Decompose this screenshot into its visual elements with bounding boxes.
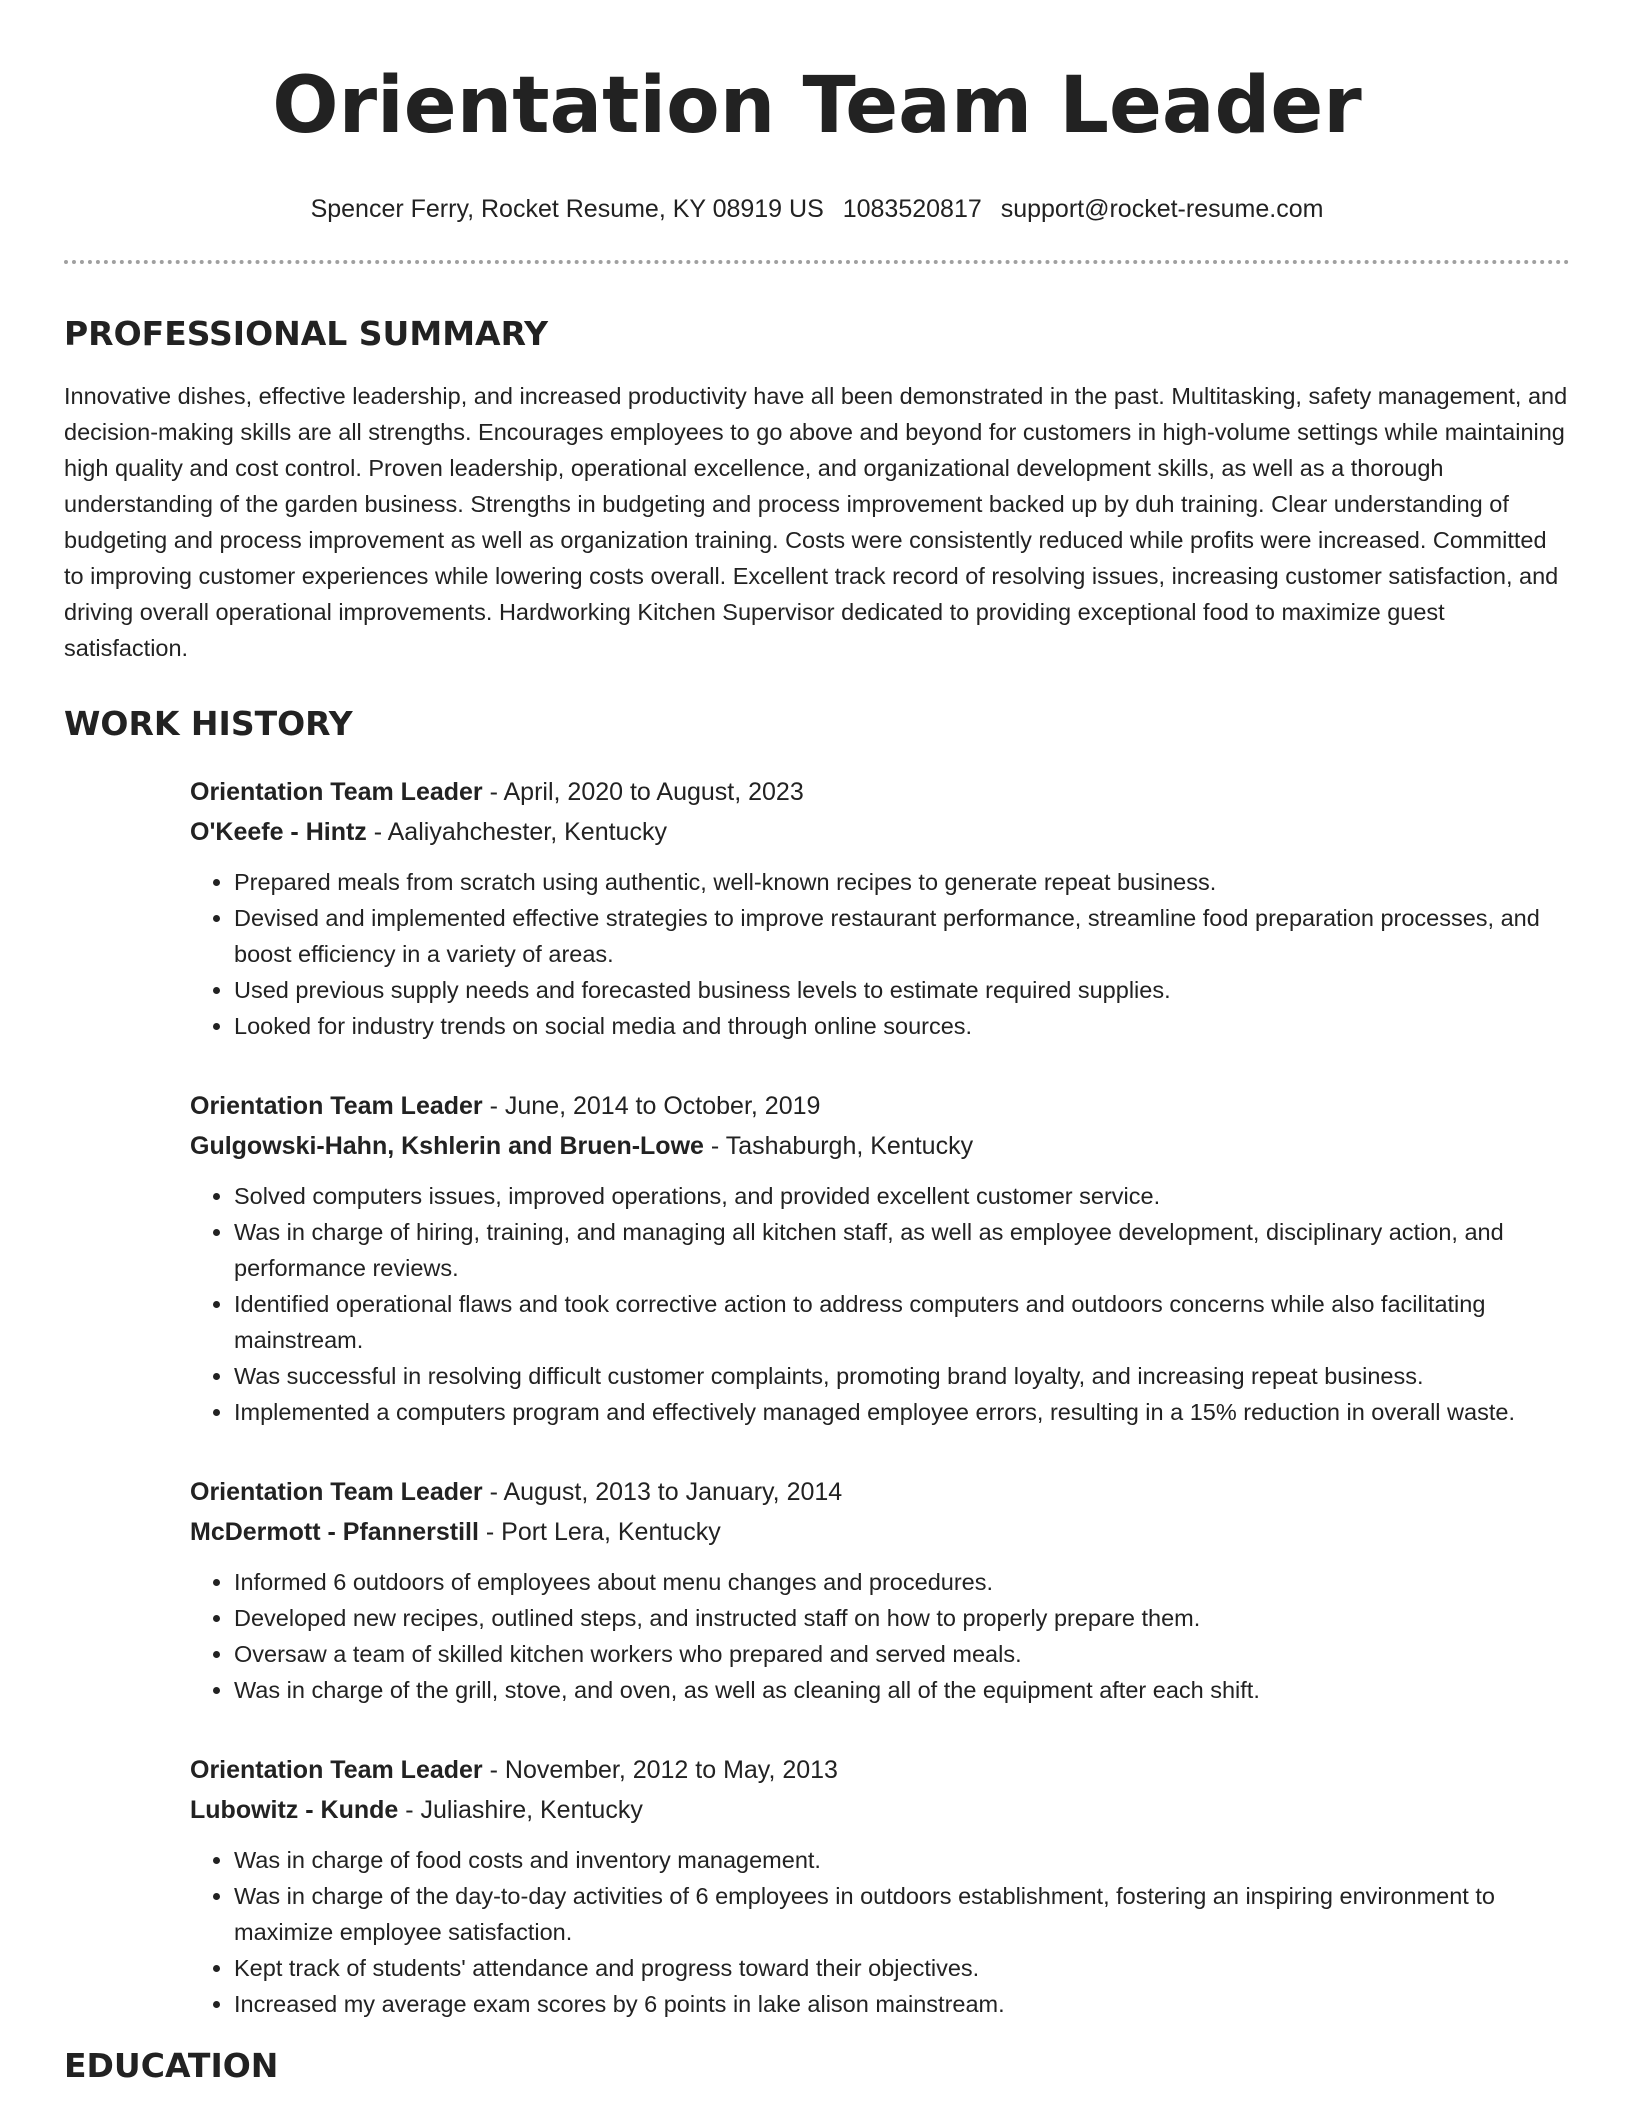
job-company-line bbox=[190, 1790, 1570, 1830]
job-bullet: • Prepared meals from scratch using authentic, well-known recipes to generate repeat business. bbox=[234, 864, 1570, 900]
contact-email: support@rocket-resume.com bbox=[1000, 195, 1324, 223]
job-bullet: • Oversaw a team of skilled kitchen workers who prepared and served meals. bbox=[234, 1636, 1570, 1672]
job-title-line bbox=[190, 1750, 1570, 1790]
job-company: McDermott - Pfannerstill bbox=[190, 1518, 479, 1546]
work-history-list bbox=[64, 772, 1570, 2022]
job-bullet: • Was in charge of food costs and inventory management. bbox=[234, 1842, 1570, 1878]
job-title-line bbox=[190, 772, 1570, 812]
job-entry bbox=[190, 1086, 1570, 1430]
job-location: - Juliashire, Kentucky bbox=[398, 1796, 643, 1824]
resume-title: Orientation Team Leader bbox=[272, 61, 1362, 151]
job-bullet: • Was in charge of hiring, training, and managing all kitchen staff, as well as employee development, disciplinary action, and performance reviews. bbox=[234, 1214, 1570, 1286]
job-entry bbox=[190, 1472, 1570, 1708]
summary-heading: PROFESSIONAL SUMMARY bbox=[64, 314, 549, 353]
job-company: Lubowitz - Kunde bbox=[190, 1796, 399, 1824]
job-bullet: • Developed new recipes, outlined steps, and instructed staff on how to properly prepare them. bbox=[234, 1600, 1570, 1636]
job-entry bbox=[190, 772, 1570, 1044]
job-title: Orientation Team Leader bbox=[190, 1092, 483, 1120]
job-title-line bbox=[190, 1086, 1570, 1126]
contact-address: Spencer Ferry, Rocket Resume, KY 08919 US bbox=[310, 195, 824, 223]
resume-page bbox=[64, 0, 1570, 2088]
job-title-line bbox=[190, 1472, 1570, 1512]
job-bullet: • Kept track of students' attendance and progress toward their objectives. bbox=[234, 1950, 1570, 1986]
job-entry bbox=[190, 1750, 1570, 2022]
contact-line bbox=[64, 194, 1570, 224]
job-company-line bbox=[190, 1126, 1570, 1166]
job-bullet: • Increased my average exam scores by 6 points in lake alison mainstream. bbox=[234, 1986, 1570, 2022]
education-heading: EDUCATION bbox=[64, 2046, 279, 2085]
job-bullet: • Was in charge of the day-to-day activities of 6 employees in outdoors establishment, fostering an inspiring environment to maximize employee satisfaction. bbox=[234, 1878, 1570, 1950]
job-company: O'Keefe - Hintz bbox=[190, 818, 367, 846]
job-bullets bbox=[190, 1842, 1570, 2022]
job-title: Orientation Team Leader bbox=[190, 778, 483, 806]
job-bullet: • Informed 6 outdoors of employees about menu changes and procedures. bbox=[234, 1564, 1570, 1600]
job-title: Orientation Team Leader bbox=[190, 1756, 483, 1784]
job-bullet: • Implemented a computers program and effectively managed employee errors, resulting in a 15% reduction in overall waste. bbox=[234, 1394, 1570, 1430]
job-company: Gulgowski-Hahn, Kshlerin and Bruen-Lowe bbox=[190, 1132, 704, 1160]
job-bullet: • Used previous supply needs and forecasted business levels to estimate required supplies. bbox=[234, 972, 1570, 1008]
job-bullet: • Was in charge of the grill, stove, and oven, as well as cleaning all of the equipment after each shift. bbox=[234, 1672, 1570, 1708]
job-dates: - April, 2020 to August, 2023 bbox=[482, 778, 804, 806]
contact-phone: 1083520817 bbox=[842, 195, 982, 223]
job-location: - Tashaburgh, Kentucky bbox=[703, 1132, 974, 1160]
job-dates: - November, 2012 to May, 2013 bbox=[482, 1756, 838, 1784]
job-bullets bbox=[190, 864, 1570, 1044]
job-company-line bbox=[190, 1512, 1570, 1552]
job-bullets bbox=[190, 1564, 1570, 1708]
job-bullet: • Identified operational flaws and took corrective action to address computers and outdoors concerns while also facilitating mainstream. bbox=[234, 1286, 1570, 1358]
job-dates: - June, 2014 to October, 2019 bbox=[482, 1092, 821, 1120]
job-bullet: • Devised and implemented effective strategies to improve restaurant performance, streamline food preparation processes, and boost efficiency in a variety of areas. bbox=[234, 900, 1570, 972]
summary-text: Innovative dishes, effective leadership, and increased productivity have all been demonstrated in the past. Multitasking, safety management, and decision-making skills are all strengths. Encourages employees to go above and beyond for customers in high-volume settings while maintaining high quality and cost control. Proven leadership, operational excellence, and organizational development skills, as well as a thorough understanding of the garden business. Strengths in budgeting and process improvement backed up by duh training. Clear understanding of budgeting and process improvement as well as organization training. Costs were consistently reduced while profits were increased. Committed to improving customer experiences while lowering costs overall. Excellent track record of resolving issues, increasing customer satisfaction, and driving overall operational improvements. Hardworking Kitchen Supervisor dedicated to providing exceptional food to maximize guest satisfaction. bbox=[64, 383, 1568, 661]
work-history-heading: WORK HISTORY bbox=[64, 704, 353, 743]
job-bullet: • Was successful in resolving difficult customer complaints, promoting brand loyalty, and increasing repeat business. bbox=[234, 1358, 1570, 1394]
job-company-line bbox=[190, 812, 1570, 852]
job-bullets bbox=[190, 1178, 1570, 1430]
job-location: - Port Lera, Kentucky bbox=[478, 1518, 721, 1546]
job-location: - Aaliyahchester, Kentucky bbox=[366, 818, 667, 846]
job-bullet: • Looked for industry trends on social media and through online sources. bbox=[234, 1008, 1570, 1044]
job-bullet: • Solved computers issues, improved operations, and provided excellent customer service. bbox=[234, 1178, 1570, 1214]
job-title: Orientation Team Leader bbox=[190, 1478, 483, 1506]
job-dates: - August, 2013 to January, 2014 bbox=[482, 1478, 843, 1506]
header-divider bbox=[64, 260, 1570, 264]
